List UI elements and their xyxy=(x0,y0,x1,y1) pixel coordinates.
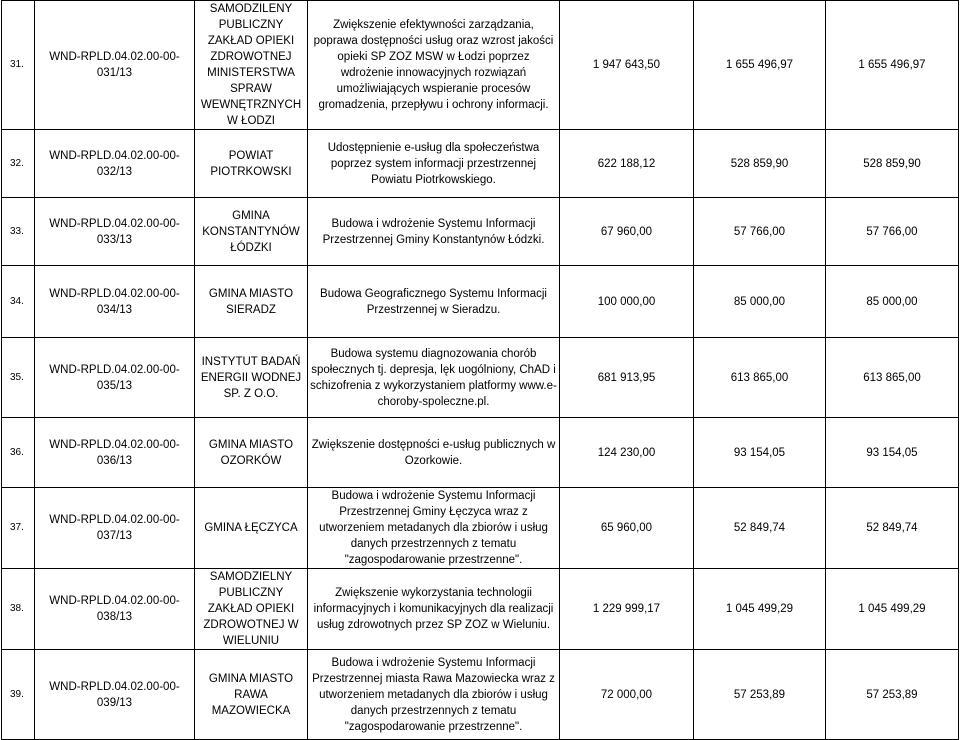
cell-project-title: Budowa i wdrożenie Systemu Informacji Przestrzennej miasta Rawa Mazowiecka wraz z utworzeniem metadanych dla zbiorów i usług danych przestrzennych z tematu "zagospodarowanie przestrzenne". xyxy=(308,650,560,740)
cell-total-value: 100 000,00 xyxy=(560,266,694,338)
table-row xyxy=(2,1,959,130)
cell-project-title: Zwiększenie wykorzystania technologii informacyjnych i komunikacyjnych dla realizacji usług zdrowotnych przez SP ZOZ w Wieluniu. xyxy=(308,569,560,650)
cell-eligible-cost: 93 154,05 xyxy=(694,418,826,488)
cell-total-value: 1 229 999,17 xyxy=(560,569,694,650)
table-row xyxy=(2,650,959,740)
cell-eligible-cost: 57 766,00 xyxy=(694,198,826,266)
cell-project-title: Budowa i wdrożenie Systemu Informacji Przestrzennej Gminy Łęczyca wraz z utworzeniem metadanych dla zbiorów i usług danych przestrzennych z tematu "zagospodarowanie przestrzenne". xyxy=(308,488,560,569)
cell-project-title: Budowa Geograficznego Systemu Informacji Przestrzennej w Sieradzu. xyxy=(308,266,560,338)
cell-application-number: WND-RPLD.04.02.00-00-039/13 xyxy=(35,650,195,740)
cell-total-value: 124 230,00 xyxy=(560,418,694,488)
cell-funding: 528 859,90 xyxy=(826,130,959,198)
cell-beneficiary: POWIAT PIOTRKOWSKI xyxy=(195,130,308,198)
cell-funding: 57 766,00 xyxy=(826,198,959,266)
cell-project-title: Budowa i wdrożenie Systemu Informacji Przestrzennej Gminy Konstantynów Łódzki. xyxy=(308,198,560,266)
cell-lp: 33. xyxy=(2,198,35,266)
cell-project-title: Zwiększenie dostępności e-usług publicznych w Ozorkowie. xyxy=(308,418,560,488)
cell-eligible-cost: 613 865,00 xyxy=(694,338,826,418)
cell-beneficiary: SAMODZIELNY PUBLICZNY ZAKŁAD OPIEKI ZDROWOTNEJ W WIELUNIU xyxy=(195,569,308,650)
cell-application-number: WND-RPLD.04.02.00-00-036/13 xyxy=(35,418,195,488)
cell-application-number: WND-RPLD.04.02.00-00-035/13 xyxy=(35,338,195,418)
cell-total-value: 65 960,00 xyxy=(560,488,694,569)
cell-project-title: Budowa systemu diagnozowania chorób społecznych tj. depresja, lęk uogólniony, ChAD i schizofrenia z wykorzystaniem platformy www.e-choroby-spoleczne.pl. xyxy=(308,338,560,418)
cell-total-value: 72 000,00 xyxy=(560,650,694,740)
table-row xyxy=(2,488,959,569)
cell-eligible-cost: 1 045 499,29 xyxy=(694,569,826,650)
cell-funding: 57 253,89 xyxy=(826,650,959,740)
cell-funding: 1 045 499,29 xyxy=(826,569,959,650)
cell-funding: 1 655 496,97 xyxy=(826,1,959,130)
cell-beneficiary: GMINA MIASTO OZORKÓW xyxy=(195,418,308,488)
cell-eligible-cost: 57 253,89 xyxy=(694,650,826,740)
cell-eligible-cost: 85 000,00 xyxy=(694,266,826,338)
cell-eligible-cost: 52 849,74 xyxy=(694,488,826,569)
cell-beneficiary: GMINA KONSTANTYNÓW ŁÓDZKI xyxy=(195,198,308,266)
table-row xyxy=(2,198,959,266)
cell-application-number: WND-RPLD.04.02.00-00-034/13 xyxy=(35,266,195,338)
cell-lp: 38. xyxy=(2,569,35,650)
cell-total-value: 1 947 643,50 xyxy=(560,1,694,130)
cell-lp: 34. xyxy=(2,266,35,338)
cell-total-value: 622 188,12 xyxy=(560,130,694,198)
cell-project-title: Udostępnienie e-usług dla społeczeństwa poprzez system informacji przestrzennej Powiatu Piotrkowskiego. xyxy=(308,130,560,198)
cell-application-number: WND-RPLD.04.02.00-00-037/13 xyxy=(35,488,195,569)
cell-application-number: WND-RPLD.04.02.00-00-031/13 xyxy=(35,1,195,130)
table-row xyxy=(2,569,959,650)
table-row xyxy=(2,338,959,418)
cell-beneficiary: GMINA MIASTO SIERADZ xyxy=(195,266,308,338)
cell-eligible-cost: 528 859,90 xyxy=(694,130,826,198)
cell-project-title: Zwiększenie efektywności zarządzania, poprawa dostępności usług oraz wzrost jakości opieki SP ZOZ MSW w Łodzi poprzez wdrożenie innowacyjnych rozwiązań umożliwiających wspieranie procesów gromadzenia, przepływu i ochrony informacji. xyxy=(308,1,560,130)
cell-total-value: 681 913,95 xyxy=(560,338,694,418)
cell-lp: 35. xyxy=(2,338,35,418)
table-row xyxy=(2,130,959,198)
table-row xyxy=(2,418,959,488)
cell-funding: 52 849,74 xyxy=(826,488,959,569)
cell-beneficiary: GMINA MIASTO RAWA MAZOWIECKA xyxy=(195,650,308,740)
cell-lp: 37. xyxy=(2,488,35,569)
cell-application-number: WND-RPLD.04.02.00-00-032/13 xyxy=(35,130,195,198)
cell-funding: 85 000,00 xyxy=(826,266,959,338)
cell-lp: 36. xyxy=(2,418,35,488)
cell-lp: 32. xyxy=(2,130,35,198)
cell-beneficiary: INSTYTUT BADAŃ ENERGII WODNEJ SP. Z O.O. xyxy=(195,338,308,418)
projects-table xyxy=(1,0,959,740)
cell-beneficiary: GMINA ŁĘCZYCA xyxy=(195,488,308,569)
cell-application-number: WND-RPLD.04.02.00-00-038/13 xyxy=(35,569,195,650)
table-row xyxy=(2,266,959,338)
cell-funding: 613 865,00 xyxy=(826,338,959,418)
cell-lp: 31. xyxy=(2,1,35,130)
cell-beneficiary: SAMODZILENY PUBLICZNY ZAKŁAD OPIEKI ZDROWOTNEJ MINISTERSTWA SPRAW WEWNĘTRZNYCH W ŁODZI xyxy=(195,1,308,130)
cell-lp: 39. xyxy=(2,650,35,740)
cell-application-number: WND-RPLD.04.02.00-00-033/13 xyxy=(35,198,195,266)
cell-eligible-cost: 1 655 496,97 xyxy=(694,1,826,130)
cell-total-value: 67 960,00 xyxy=(560,198,694,266)
cell-funding: 93 154,05 xyxy=(826,418,959,488)
